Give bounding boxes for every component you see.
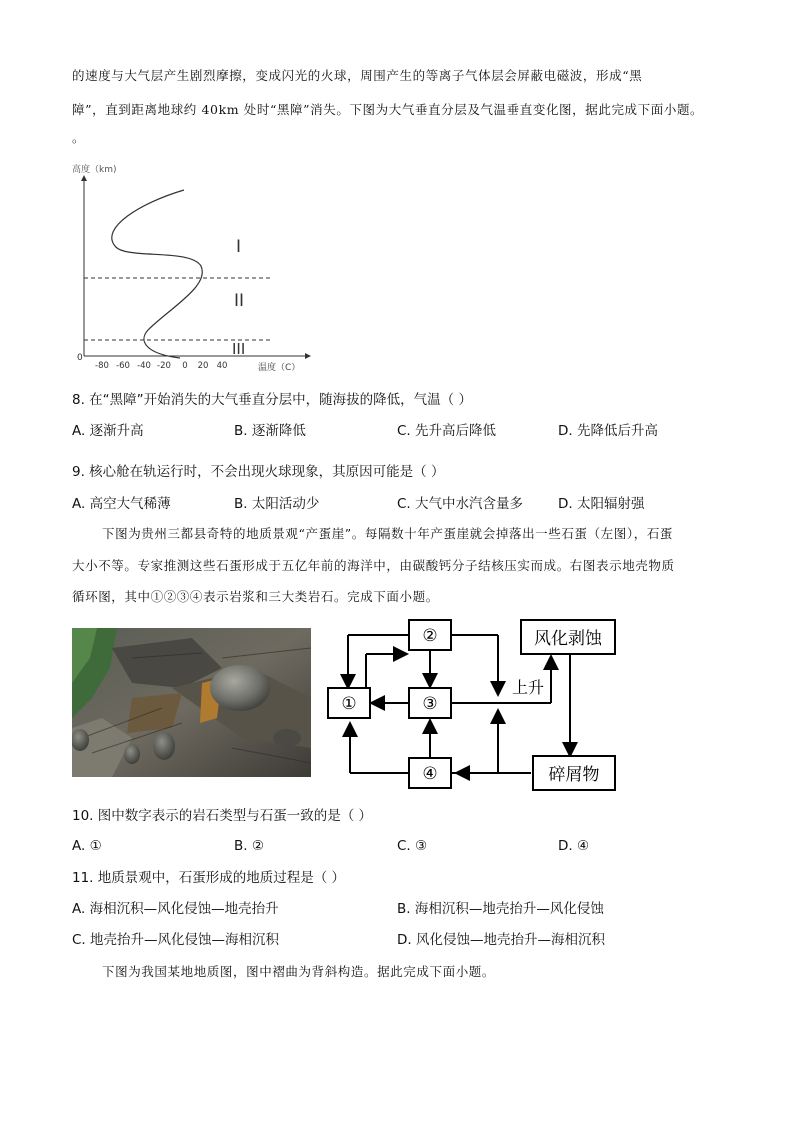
q11-option-a[interactable]: A. 海相沉积—风化侵蚀—地壳抬升 bbox=[72, 901, 279, 917]
q10-option-a[interactable]: A. ① bbox=[72, 838, 102, 854]
q8-option-b[interactable]: B. 逐渐降低 bbox=[234, 423, 306, 439]
intro2-line-2: 大小不等。专家推测这些石蛋形成于五亿年前的海洋中，由碳酸钙分子结核压实而成。右图表示地壳物质 bbox=[72, 558, 675, 573]
weathering-label: 风化剥蚀 bbox=[534, 629, 602, 649]
intro-line-1: 的速度与大气层产生剧烈摩擦，变成闪光的火球，周围产生的等离子气体层会屏蔽电磁波，形成“黑 bbox=[72, 68, 643, 83]
x-tick: 40 bbox=[216, 361, 228, 371]
x-tick: -60 bbox=[116, 361, 130, 371]
q8-option-d[interactable]: D. 先降低后升高 bbox=[558, 423, 658, 439]
temperature-curve bbox=[112, 190, 203, 358]
q8-option-a[interactable]: A. 逐渐升高 bbox=[72, 423, 144, 439]
atmosphere-temperature-chart bbox=[60, 158, 320, 378]
intro2-line-3: 循环图，其中①②③④表示岩浆和三大类岩石。完成下面小题。 bbox=[72, 589, 439, 604]
node-1-label: ① bbox=[341, 694, 357, 714]
intro-line-2: 障”，直到距离地球约 40km 处时“黑障”消失。下图为大气垂直分层及气温垂直变化图，据此完成下面小题。 bbox=[72, 102, 704, 117]
sediment-label: 碎屑物 bbox=[548, 765, 600, 785]
q9-option-c[interactable]: C. 大气中水汽含量多 bbox=[397, 496, 524, 512]
q11-option-c[interactable]: C. 地壳抬升—风化侵蚀—海相沉积 bbox=[72, 932, 280, 948]
q10-option-c[interactable]: C. ③ bbox=[397, 838, 428, 854]
rock-cycle-diagram bbox=[326, 616, 626, 792]
x-tick: -20 bbox=[157, 361, 171, 371]
layer-label-3: III bbox=[232, 340, 246, 358]
q9-option-d[interactable]: D. 太阳辐射强 bbox=[558, 496, 645, 512]
q10-option-d[interactable]: D. ④ bbox=[558, 838, 590, 854]
intro2-line-1: 下图为贵州三都县奇特的地质景观“产蛋崖”。每隔数十年产蛋崖就会掉落出一些石蛋（左图），石蛋 bbox=[102, 526, 674, 541]
node-4-label: ④ bbox=[422, 764, 438, 784]
y-axis-label: 高度（km) bbox=[72, 165, 117, 175]
x-tick: 20 bbox=[197, 361, 209, 371]
stone-egg-cliff-photo bbox=[72, 628, 311, 777]
intro3-line-1: 下图为我国某地地质图，图中褶曲为背斜构造。据此完成下面小题。 bbox=[102, 964, 496, 979]
x-tick: 0 bbox=[182, 361, 188, 371]
x-axis-label: 温度（C） bbox=[258, 363, 301, 373]
q11-stem: 11. 地质景观中，石蛋形成的地质过程是（ ） bbox=[72, 870, 346, 886]
q10-stem: 10. 图中数字表示的岩石类型与石蛋一致的是（ ） bbox=[72, 808, 373, 824]
origin-label: 0 bbox=[77, 353, 83, 363]
stone-egg-large bbox=[210, 665, 270, 711]
layer-label-1: I bbox=[236, 237, 242, 257]
q9-option-b[interactable]: B. 太阳活动少 bbox=[234, 496, 320, 512]
x-tick: -40 bbox=[137, 361, 151, 371]
q11-option-d[interactable]: D. 风化侵蚀—地壳抬升—海相沉积 bbox=[397, 932, 605, 948]
layer-label-2: II bbox=[234, 291, 245, 311]
node-2-label: ② bbox=[422, 626, 438, 646]
intro-line-3: 。 bbox=[72, 130, 86, 145]
q10-option-b[interactable]: B. ② bbox=[234, 838, 264, 854]
q9-option-a[interactable]: A. 高空大气稀薄 bbox=[72, 496, 171, 512]
node-3-label: ③ bbox=[422, 694, 438, 714]
q8-stem: 8. 在“黑障”开始消失的大气垂直分层中，随海拔的降低，气温（ ） bbox=[72, 392, 472, 408]
uplift-label: 上升 bbox=[512, 678, 545, 697]
q11-option-b[interactable]: B. 海相沉积—地壳抬升—风化侵蚀 bbox=[397, 901, 604, 917]
x-tick: -80 bbox=[95, 361, 109, 371]
q8-option-c[interactable]: C. 先升高后降低 bbox=[397, 423, 497, 439]
q9-stem: 9. 核心舱在轨运行时，不会出现火球现象，其原因可能是（ ） bbox=[72, 464, 445, 480]
